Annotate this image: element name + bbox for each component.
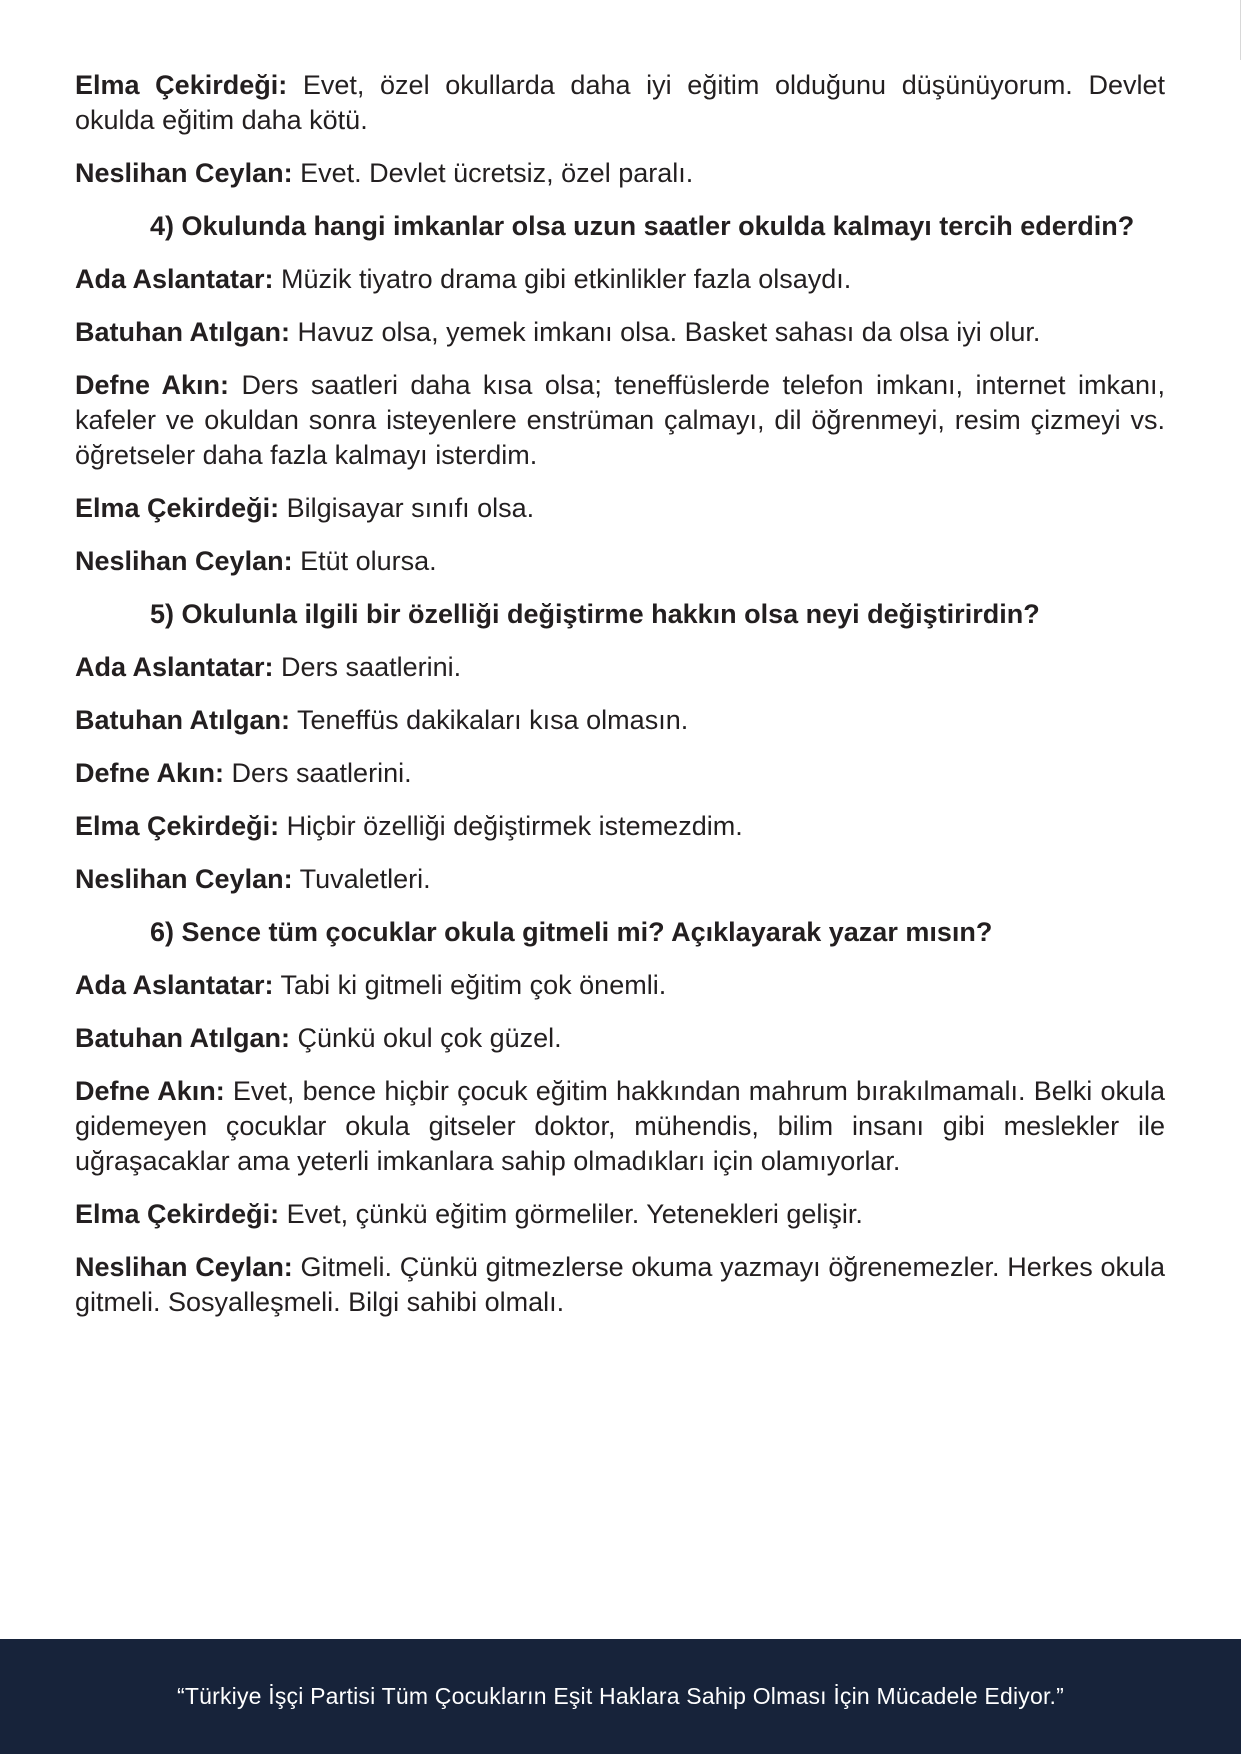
speaker-name: Batuhan Atılgan: (75, 705, 290, 735)
speaker-name: Batuhan Atılgan: (75, 317, 290, 347)
speaker-name: Neslihan Ceylan: (75, 546, 293, 576)
interview-transcript (75, 68, 1165, 1338)
answer-elma-q4 (75, 491, 1165, 526)
answer-text: Ders saatlerini. (273, 652, 462, 682)
footer-quote: “Türkiye İşçi Partisi Tüm Çocukların Eşit Haklara Sahip Olması İçin Mücadele Ediyor.” (176, 1683, 1065, 1709)
answer-text: Teneffüs dakikaları kısa olmasın. (290, 705, 689, 735)
answer-text: Ders saatleri daha kısa olsa; teneffüslerde telefon imkanı, internet imkanı, kafeler ve okuldan sonra isteyenlere enstrüman çalmayı, dil öğrenmeyi, resim çizmeyi vs. öğretseler daha fazla kalmayı isterdim. (75, 370, 1166, 470)
question-5: 5) Okulunla ilgili bir özelliği değiştirme hakkın olsa neyi değiştirirdin? (150, 599, 1040, 629)
answer-text: Bilgisayar sınıfı olsa. (279, 493, 535, 523)
answer-ada-q4 (75, 262, 1165, 297)
question-4: 4) Okulunda hangi imkanlar olsa uzun saatler okulda kalmayı tercih ederdin? (150, 211, 1135, 241)
answer-text: Çünkü okul çok güzel. (290, 1023, 562, 1053)
answer-batuhan-q6 (75, 1021, 1165, 1056)
answer-neslihan-q5 (75, 862, 1165, 897)
speaker-name: Defne Akın: (75, 758, 225, 788)
speaker-name: Elma Çekirdeği: (75, 70, 288, 100)
answer-text: Tabi ki gitmeli eğitim çok önemli. (273, 970, 667, 1000)
answer-text: Evet, çünkü eğitim görmeliler. Yetenekleri gelişir. (279, 1199, 863, 1229)
answer-elma-q3 (75, 68, 1165, 138)
speaker-name: Neslihan Ceylan: (75, 158, 293, 188)
speaker-name: Elma Çekirdeği: (75, 1199, 280, 1229)
speaker-name: Ada Aslantatar: (75, 264, 274, 294)
answer-batuhan-q4 (75, 315, 1165, 350)
answer-ada-q5 (75, 650, 1165, 685)
answer-text: Havuz olsa, yemek imkanı olsa. Basket sahası da olsa iyi olur. (290, 317, 1041, 347)
speaker-name: Ada Aslantatar: (75, 652, 274, 682)
speaker-name: Ada Aslantatar: (75, 970, 274, 1000)
answer-text: Evet, bence hiçbir çocuk eğitim hakkından mahrum bırakılmamalı. Belki okula gidemeyen çocuklar okula gitseler doktor, mühendis, bilim insanı gibi meslekler ile uğraşacaklar ama yeterli imkanlara sahip olmadıkları için olamıyorlar. (75, 1076, 1165, 1176)
answer-ada-q6 (75, 968, 1165, 1003)
answer-text: Hiçbir özelliği değiştirmek istemezdim. (279, 811, 743, 841)
answer-neslihan-q6 (75, 1250, 1165, 1320)
footer-banner (0, 1639, 1241, 1754)
answer-defne-q4 (75, 368, 1165, 473)
answer-defne-q6 (75, 1074, 1165, 1179)
answer-elma-q6 (75, 1197, 1165, 1232)
speaker-name: Elma Çekirdeği: (75, 493, 280, 523)
speaker-name: Neslihan Ceylan: (75, 864, 293, 894)
speaker-name: Elma Çekirdeği: (75, 811, 280, 841)
answer-text: Ders saatlerini. (224, 758, 412, 788)
answer-batuhan-q5 (75, 703, 1165, 738)
answer-neslihan-q4 (75, 544, 1165, 579)
answer-text: Müzik tiyatro drama gibi etkinlikler fazla olsaydı. (273, 264, 852, 294)
answer-text: Gitmeli. Çünkü gitmezlerse okuma yazmayı öğrenemezler. Herkes okula gitmeli. Sosyalleşmeli. Bilgi sahibi olmalı. (75, 1252, 1166, 1317)
answer-defne-q5 (75, 756, 1165, 791)
answer-neslihan-q3 (75, 156, 1165, 191)
speaker-name: Defne Akın: (75, 1076, 225, 1106)
answer-text: Etüt olursa. (292, 546, 437, 576)
answer-elma-q5 (75, 809, 1165, 844)
answer-text: Evet, özel okullarda daha iyi eğitim olduğunu düşünüyorum. Devlet okulda eğitim daha kötü. (75, 70, 1165, 135)
speaker-name: Neslihan Ceylan: (75, 1252, 293, 1282)
question-6: 6) Sence tüm çocuklar okula gitmeli mi? Açıklayarak yazar mısın? (150, 917, 993, 947)
answer-text: Evet. Devlet ücretsiz, özel paralı. (292, 158, 694, 188)
speaker-name: Defne Akın: (75, 370, 229, 400)
speaker-name: Batuhan Atılgan: (75, 1023, 290, 1053)
answer-text: Tuvaletleri. (292, 864, 431, 894)
